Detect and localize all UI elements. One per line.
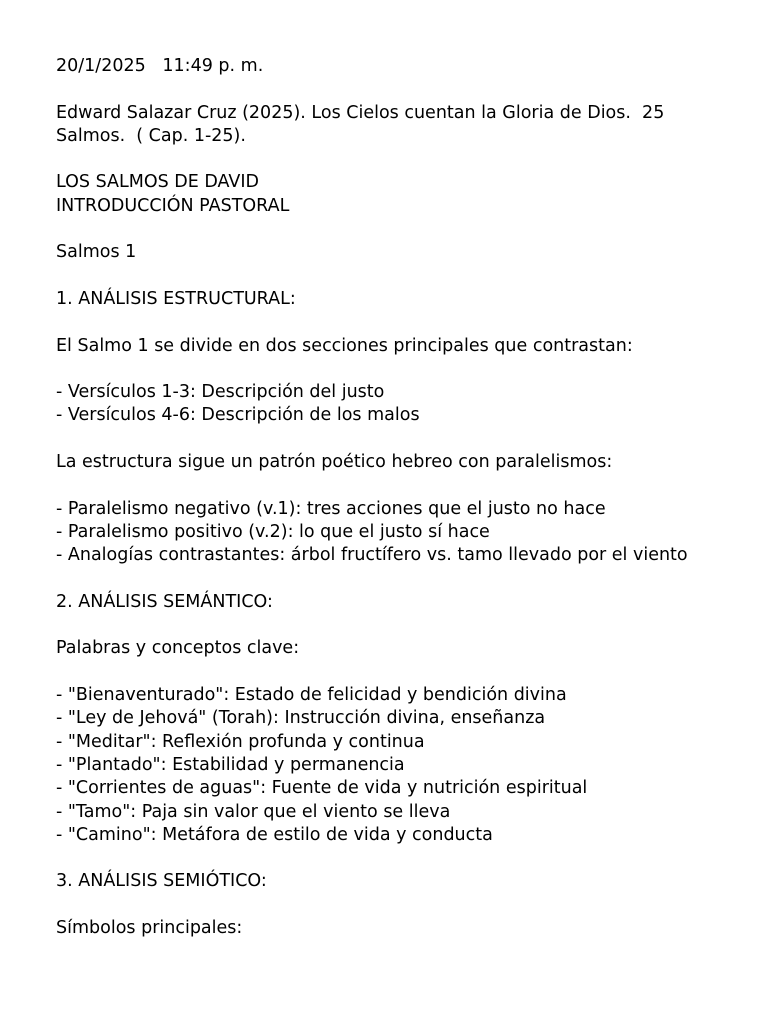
section-heading-semiotic: 3. ANÁLISIS SEMIÓTICO: — [56, 871, 267, 892]
blank-line — [56, 661, 746, 684]
list-item: - "Bienaventurado": Estado de felicidad y bendición divina — [56, 685, 567, 706]
psalm-heading: Salmos 1 — [56, 242, 137, 263]
blank-line — [56, 148, 746, 171]
list-item: - "Plantado": Estabilidad y permanencia — [56, 754, 405, 775]
list-item: - Analogías contrastantes: árbol fructífero vs. tamo llevado por el viento — [56, 545, 688, 566]
book-title: LOS SALMOS DE DAVID — [56, 172, 259, 193]
list-item: - Versículos 4-6: Descripción de los malos — [56, 405, 420, 426]
structural-intro: El Salmo 1 se divide en dos secciones principales que contrastan: — [56, 335, 633, 356]
list-item: - Paralelismo negativo (v.1): tres acciones que el justo no hace — [56, 498, 606, 519]
datetime-stamp: 20/1/2025 11:49 p. m. — [56, 56, 264, 76]
citation-line-1: Edward Salazar Cruz (2025). Los Cielos cuentan la Gloria de Dios. 25 — [56, 102, 665, 123]
list-item: - "Tamo": Paja sin valor que el viento se lleva — [56, 801, 451, 822]
blank-line — [56, 265, 746, 288]
semiotic-intro: Símbolos principales: — [56, 917, 243, 938]
list-item: - "Corrientes de aguas": Fuente de vida y nutrición espiritual — [56, 778, 588, 799]
section-heading-structural: 1. ANÁLISIS ESTRUCTURAL: — [56, 288, 296, 309]
list-item: - Paralelismo positivo (v.2): lo que el justo sí hace — [56, 521, 490, 542]
list-item: - Versículos 1-3: Descripción del justo — [56, 382, 385, 403]
blank-line — [56, 614, 746, 637]
section-heading-semantic: 2. ANÁLISIS SEMÁNTICO: — [56, 591, 273, 612]
list-item: - "Ley de Jehová" (Torah): Instrucción divina, enseñanza — [56, 708, 546, 729]
list-item: - "Camino": Metáfora de estilo de vida y conducta — [56, 824, 493, 845]
blank-line — [56, 311, 746, 334]
blank-line — [56, 568, 746, 591]
document-page — [56, 55, 746, 940]
blank-line — [56, 218, 746, 241]
blank-line — [56, 428, 746, 451]
blank-line — [56, 358, 746, 381]
intro-title: INTRODUCCIÓN PASTORAL — [56, 195, 290, 216]
blank-line — [56, 894, 746, 917]
semantic-intro: Palabras y conceptos clave: — [56, 638, 300, 659]
blank-line — [56, 474, 746, 497]
blank-line — [56, 78, 746, 101]
blank-line — [56, 847, 746, 870]
citation-line-2: Salmos. ( Cap. 1-25). — [56, 125, 246, 146]
list-item: - "Meditar": Reflexión profunda y continua — [56, 731, 425, 752]
structure-intro: La estructura sigue un patrón poético hebreo con paralelismos: — [56, 452, 613, 473]
